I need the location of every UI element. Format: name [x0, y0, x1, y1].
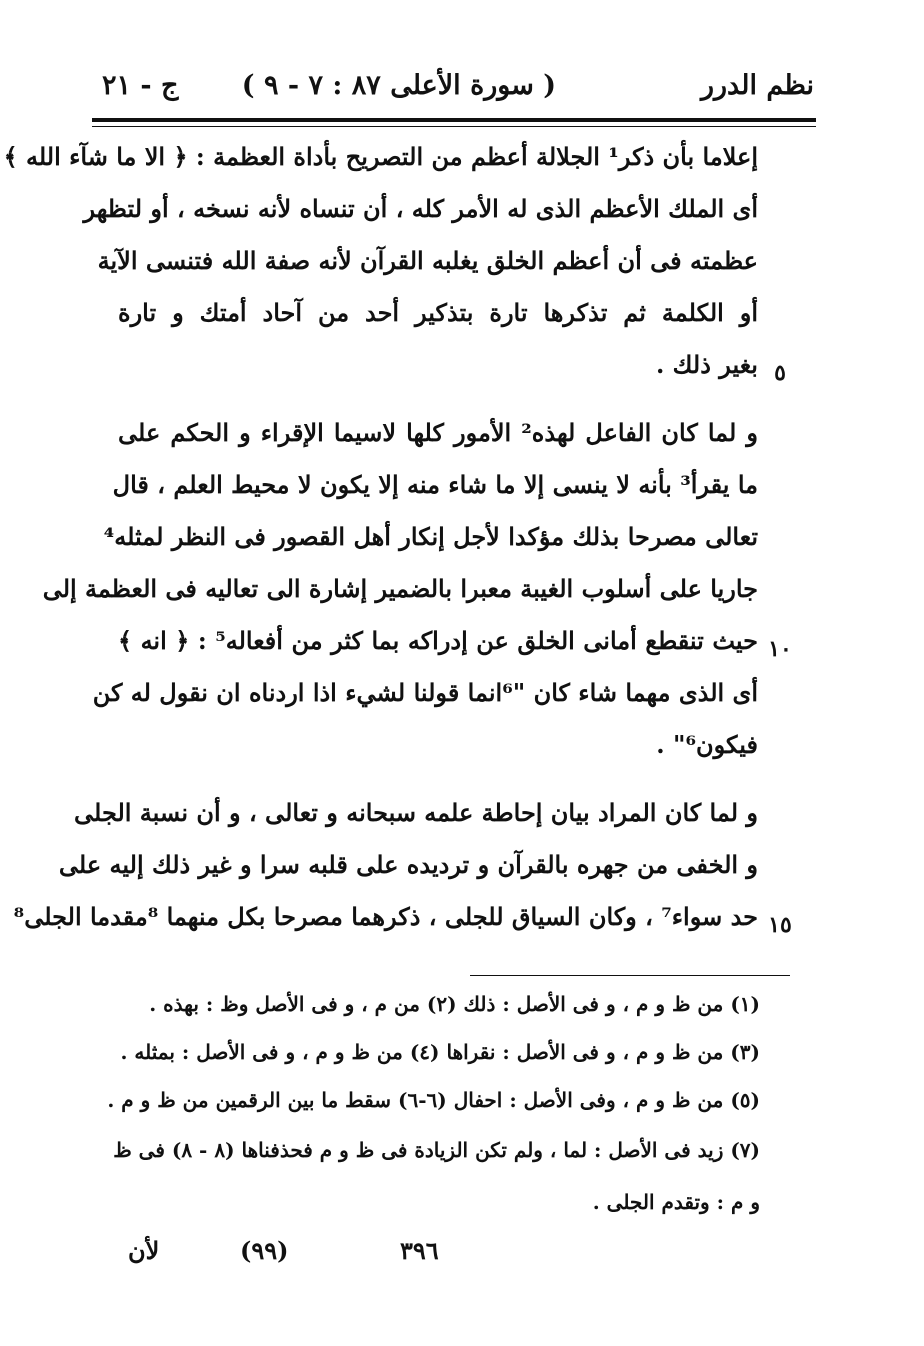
text-line-11: أى الذى مهما شاء كان "⁶انما قولنا لشيء اذا اردناه ان نقول له كن — [92, 678, 758, 707]
page-header — [96, 70, 814, 114]
text-line-4: أو الكلمة ثم تذكرها تارة بتذكير أحد من آحاد أمتك و تارة — [118, 298, 758, 327]
line-number-5: ٥ — [774, 360, 786, 386]
text-line-9: جاريا على أسلوب الغيبة معبرا بالضمير إشارة الى تعاليه فى العظمة إلى — [42, 574, 758, 603]
volume-number: ج - ٢١ — [102, 70, 179, 101]
footnote-line-3: (٥) من ظ و م ، وفى الأصل : احفال (٦-٦) سقط ما بين الرقمين من ظ و م . — [107, 1088, 760, 1112]
sequence-number: (٩٩) — [240, 1236, 289, 1265]
text-line-3: عظمته فى أن أعظم الخلق يغلبه القرآن لأنه صفة الله فتنسى الآية — [97, 246, 758, 275]
footnote-line-1: (١) من ظ و م ، و فى الأصل : ذلك (٢) من م ، و فى الأصل وظ : بهذه . — [149, 992, 760, 1016]
text-line-8: تعالى مصرحا بذلك مؤكدا لأجل إنكار أهل القصور فى النظر لمثله⁴ — [103, 522, 758, 551]
footnote-line-2: (٣) من ظ و م ، و فى الأصل : نقراها (٤) من ظ و م ، و فى الأصل : بمثله . — [120, 1040, 760, 1064]
surah-reference: ( سورة الأعلى ٨٧ : ٧ - ٩ ) — [241, 70, 556, 101]
line-number-15: ١٥ — [768, 912, 792, 938]
catchword: لأن — [128, 1236, 160, 1265]
header-rule-thick — [92, 118, 816, 122]
text-line-2: أى الملك الأعظم الذى له الأمر كله ، أن تنساه لأنه نسخه ، أو لتظهر — [83, 194, 758, 223]
footnote-rule — [470, 975, 790, 976]
page-number: ٣٩٦ — [400, 1236, 439, 1265]
footnote-line-4: (٧) زيد فى الأصل : لما ، ولم تكن الزيادة فى ظ و م فحذفناها (٨ - ٨) فى ظ — [113, 1138, 760, 1162]
text-line-5: بغير ذلك . — [655, 350, 758, 379]
header-rule-thin — [92, 126, 816, 127]
footnote-line-5: و م : وتقدم الجلى . — [592, 1190, 760, 1214]
text-line-14: و الخفى من جهره بالقرآن و ترديده على قلبه سرا و غير ذلك إليه على — [58, 850, 758, 879]
text-line-13: و لما كان المراد بيان إحاطة علمه سبحانه و تعالى ، و أن نسبة الجلى — [74, 798, 758, 827]
line-number-10: ١٠ — [768, 636, 792, 662]
text-line-15: حد سواء⁷ ، وكان السياق للجلى ، ذكرهما مصرحا بكل منهما ⁸مقدما الجلى⁸ — [13, 902, 758, 931]
text-line-6: و لما كان الفاعل لهذه² الأمور كلها لاسيما الإقراء و الحكم على — [118, 418, 758, 447]
text-line-1: إعلاما بأن ذكر¹ الجلالة أعظم من التصريح بأداة العظمة : ﴿ الا ما شآء الله ﴾ — [3, 142, 758, 171]
book-title: نظم الدرر — [700, 70, 814, 101]
text-line-10: حيث تنقطع أمانى الخلق عن إدراكه بما كثر من أفعاله⁵ : ﴿ انه ﴾ — [118, 626, 758, 655]
text-line-7: ما يقرأ³ بأنه لا ينسى إلا ما شاء منه إلا يكون لا محيط العلم ، قال — [112, 470, 758, 499]
text-line-12: فيكون⁶" . — [656, 730, 758, 759]
